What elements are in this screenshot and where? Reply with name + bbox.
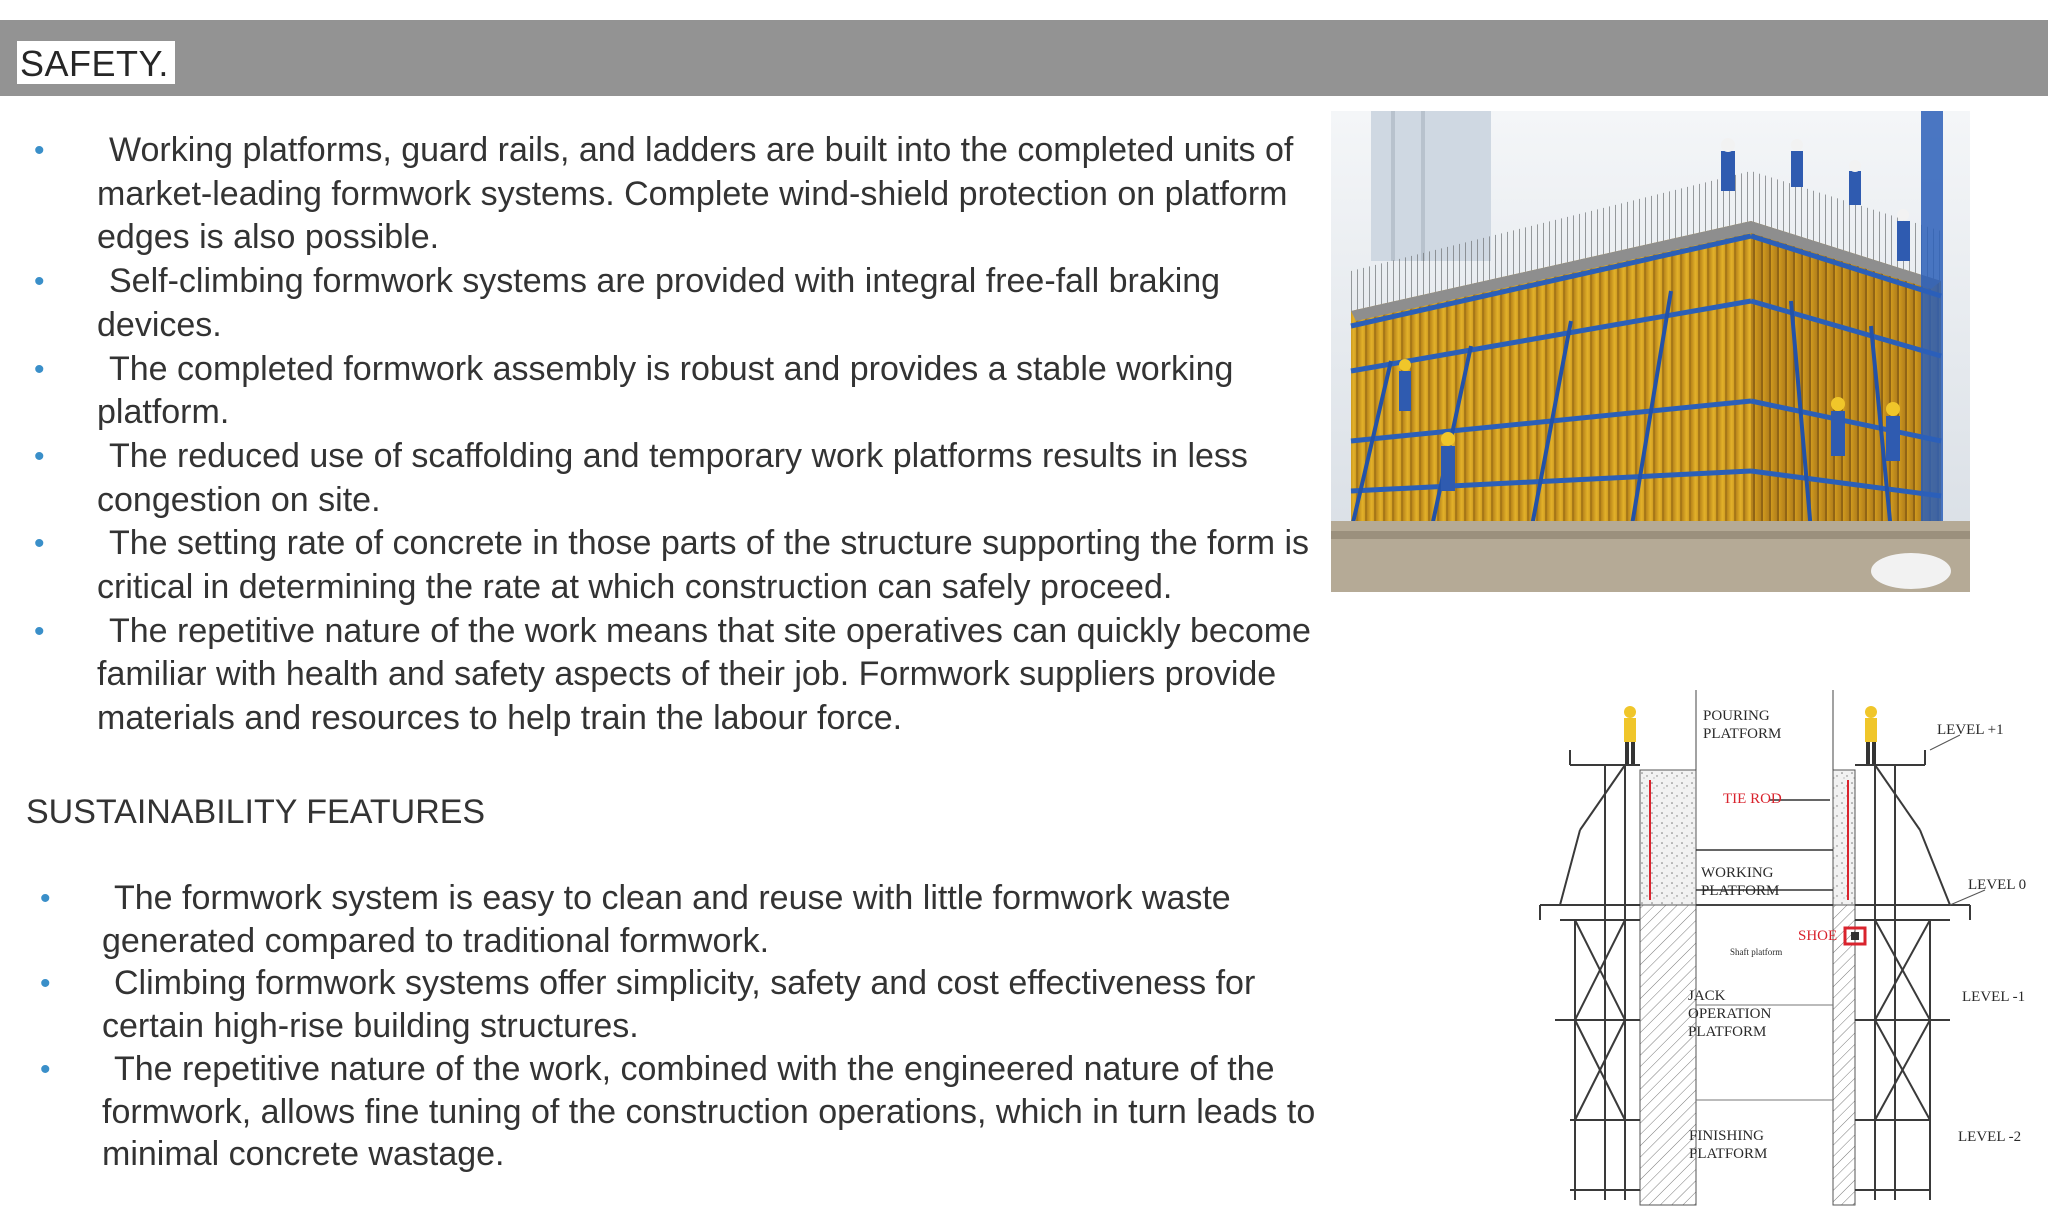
diagram-label-level-minus2: LEVEL -2 <box>1958 1129 2022 1145</box>
bullet-dot-icon: • <box>34 134 45 167</box>
climbing-formwork-diagram <box>1530 690 2048 1210</box>
diagram-label-level-0: LEVEL 0 <box>1968 877 2027 893</box>
bullet-dot-icon: • <box>34 352 45 386</box>
diagram-label-jack-platform: PLATFORM <box>1688 1024 1767 1040</box>
diagram-label-finishing-platform: PLATFORM <box>1689 1146 1768 1162</box>
sustainability-bullet-list <box>26 877 1356 1176</box>
bullet-dot-icon: • <box>34 614 45 648</box>
bullet-dot-icon: • <box>40 882 51 915</box>
sustainability-heading: SUSTAINABILITY FEATURES <box>26 793 486 831</box>
title-bar <box>0 20 2048 96</box>
diagram-label-finishing: FINISHING <box>1689 1128 1764 1144</box>
diagram-label-tie-rod: TIE ROD <box>1723 791 1782 807</box>
list-item: • Self-climbing formwork systems are provided with integral free-fall braking devices. <box>34 262 1221 344</box>
list-item: • The formwork system is easy to clean and reuse with little formwork waste generated compared to traditional formwork. <box>40 879 1231 960</box>
list-item: • Climbing formwork systems offer simplicity, safety and cost effectiveness for certain high-rise building structures. <box>40 964 1256 1046</box>
diagram-label-working-platform: PLATFORM <box>1701 883 1780 899</box>
bullet-dot-icon: • <box>34 439 45 473</box>
diagram-label-jack-operation: OPERATION <box>1688 1006 1772 1022</box>
diagram-label-shaft-platform: Shaft platform <box>1730 947 1783 957</box>
list-item: • The reduced use of scaffolding and temporary work platforms results in less congestion on site. <box>34 436 1248 519</box>
diagram-label-level-plus1: LEVEL +1 <box>1937 722 2004 738</box>
diagram-label-pouring-platform: PLATFORM <box>1703 726 1782 742</box>
list-item: • The completed formwork assembly is robust and provides a stable working platform. <box>34 349 1234 432</box>
diagram-label-level-minus1: LEVEL -1 <box>1962 989 2026 1005</box>
bullet-dot-icon: • <box>34 527 45 561</box>
bullet-dot-icon: • <box>40 1052 51 1086</box>
list-item: • The repetitive nature of the work, combined with the engineered nature of the formwork, allows fine tuning of the construction operations, which in turn leads to minimal concrete wastage. <box>40 1049 1316 1174</box>
diagram-label-pouring: POURING <box>1703 708 1770 724</box>
list-item: • The repetitive nature of the work means that site operatives can quickly become familiar with health and safety aspects of their job. Formwork suppliers provide materials and resources to help train the labour force. <box>34 611 1311 738</box>
list-item: • The setting rate of concrete in those parts of the structure supporting the form is critical in determining the rate at which construction can safely proceed. <box>34 524 1310 607</box>
diagram-label-shoe: SHOE <box>1798 928 1838 944</box>
bullet-dot-icon: • <box>34 265 45 299</box>
diagram-label-jack: JACK <box>1688 988 1726 1004</box>
safety-bullet-list <box>20 129 1320 741</box>
formwork-construction-photo <box>1331 111 1970 592</box>
slide-title: SAFETY. <box>17 41 175 84</box>
list-item: • Working platforms, guard rails, and ladders are built into the completed units of market-leading formwork systems. Complete wind-shield protection on platform edges is also possible. <box>34 131 1294 257</box>
bullet-dot-icon: • <box>40 967 51 1001</box>
diagram-label-working: WORKING <box>1701 865 1774 881</box>
